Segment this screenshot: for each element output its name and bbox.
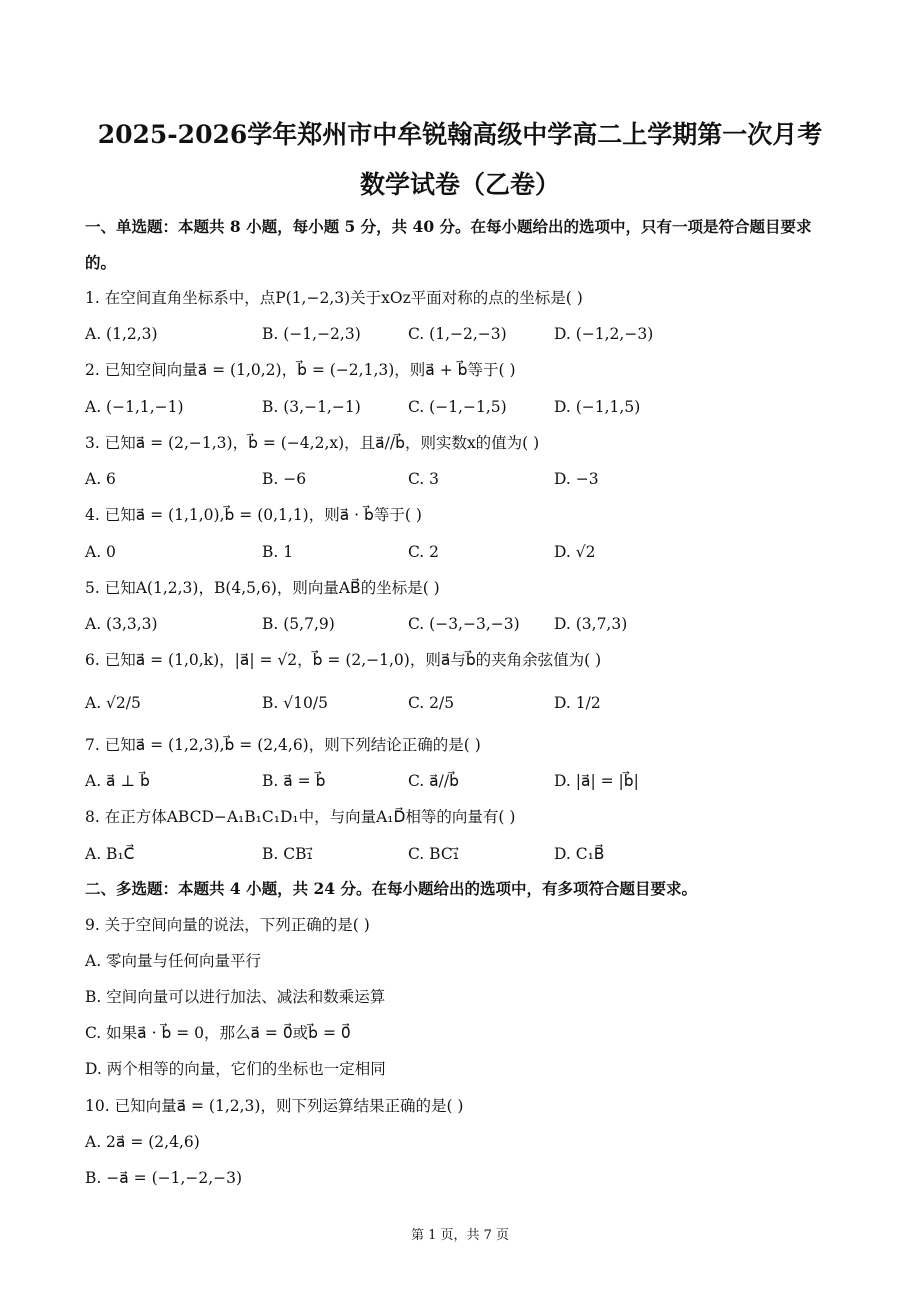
option-c: C. a⃗//b⃗ [408, 772, 459, 790]
section1-header-line2: 的。 [85, 253, 117, 272]
option-b: B. a⃗ = b⃗ [262, 772, 326, 790]
question-3-stem: 3. 已知a⃗ = (2,−1,3)，b⃗ = (−4,2,x)，且a⃗//b⃗，则实数x的值为( ) [85, 434, 540, 452]
option-c: C. BC₁⃗ [408, 845, 459, 863]
question-7-options [85, 770, 845, 792]
option-c: C. 2/5 [408, 694, 455, 712]
option-a: A. 6 [85, 470, 116, 488]
question-4-stem: 4. 已知a⃗ = (1,1,0),b⃗ = (0,1,1)，则a⃗ · b⃗等于( ) [85, 506, 422, 524]
question-9-option-c: C. 如果a⃗ · b⃗ = 0，那么a⃗ = 0⃗或b⃗ = 0⃗ [85, 1024, 351, 1042]
option-b: B. −6 [262, 470, 307, 488]
question-1-stem: 1. 在空间直角坐标系中，点P(1,−2,3)关于xOz平面对称的点的坐标是( ) [85, 289, 583, 307]
option-d: D. √2 [554, 543, 596, 561]
question-8-options [85, 843, 845, 865]
option-c: C. 2 [408, 543, 440, 561]
option-b: B. (3,−1,−1) [262, 398, 361, 416]
option-c: C. (−1,−1,5) [408, 398, 507, 416]
question-9-stem: 9. 关于空间向量的说法，下列正确的是( ) [85, 916, 370, 934]
question-5-options [85, 613, 845, 635]
option-a: A. (−1,1,−1) [85, 398, 184, 416]
question-9-option-a: A. 零向量与任何向量平行 [85, 952, 262, 970]
question-6-options [85, 692, 845, 714]
question-6-stem: 6. 已知a⃗ = (1,0,k)，|a⃗| = √2，b⃗ = (2,−1,0)，则a⃗与b⃗的夹角余弦值为( ) [85, 651, 602, 669]
question-4-options [85, 541, 845, 563]
option-a: A. √2/5 [85, 694, 141, 712]
exam-subtitle: 数学试卷（乙卷） [359, 170, 560, 199]
question-9-option-d: D. 两个相等的向量，它们的坐标也一定相同 [85, 1060, 386, 1078]
option-b: B. 1 [262, 543, 294, 561]
section1-header-line1: 一、单选题：本题共 8 小题，每小题 5 分，共 40 分。在每小题给出的选项中，只有一项是符合题目要求 [85, 217, 812, 236]
option-a: A. (3,3,3) [85, 615, 158, 633]
question-2-options [85, 396, 845, 418]
exam-title: 2025-2026学年郑州市中牟锐翰高级中学高二上学期第一次月考 [97, 120, 823, 149]
question-10-option-a: A. 2a⃗ = (2,4,6) [85, 1133, 200, 1151]
option-d: D. 1/2 [554, 694, 601, 712]
option-a: A. 0 [85, 543, 116, 561]
question-5-stem: 5. 已知A(1,2,3)，B(4,5,6)，则向量AB⃗的坐标是( ) [85, 579, 440, 597]
question-8-stem: 8. 在正方体ABCD−A₁B₁C₁D₁中，与向量A₁D⃗相等的向量有( ) [85, 808, 516, 826]
page-footer: 第 1 页，共 7 页 [410, 1228, 510, 1243]
option-d: D. (−1,2,−3) [554, 325, 654, 343]
question-2-stem: 2. 已知空间向量a⃗ = (1,0,2)，b⃗ = (−2,1,3)，则a⃗ + b⃗等于( ) [85, 361, 516, 379]
option-a: A. B₁C⃗ [85, 845, 135, 863]
option-a: A. a⃗ ⊥ b⃗ [85, 772, 150, 790]
option-c: C. (1,−2,−3) [408, 325, 507, 343]
question-1-options [85, 323, 845, 345]
option-b: B. √10/5 [262, 694, 328, 712]
option-a: A. (1,2,3) [85, 325, 158, 343]
option-d: D. |a⃗| = |b⃗| [554, 772, 639, 790]
question-7-stem: 7. 已知a⃗ = (1,2,3),b⃗ = (2,4,6)，则下列结论正确的是( ) [85, 736, 481, 754]
option-d: D. (−1,1,5) [554, 398, 641, 416]
question-9-option-b: B. 空间向量可以进行加法、减法和数乘运算 [85, 988, 386, 1006]
option-c: C. (−3,−3,−3) [408, 615, 520, 633]
option-c: C. 3 [408, 470, 440, 488]
question-10-stem: 10. 已知向量a⃗ = (1,2,3)，则下列运算结果正确的是( ) [85, 1097, 464, 1115]
option-b: B. (−1,−2,3) [262, 325, 361, 343]
option-d: D. −3 [554, 470, 599, 488]
option-d: D. (3,7,3) [554, 615, 628, 633]
question-10-option-b: B. −a⃗ = (−1,−2,−3) [85, 1169, 243, 1187]
option-b: B. CB₁⃗ [262, 845, 313, 863]
option-b: B. (5,7,9) [262, 615, 335, 633]
section2-header: 二、多选题：本题共 4 小题，共 24 分。在每小题给出的选项中，有多项符合题目要求。 [85, 879, 697, 898]
option-d: D. C₁B⃗ [554, 845, 605, 863]
question-3-options [85, 468, 845, 490]
